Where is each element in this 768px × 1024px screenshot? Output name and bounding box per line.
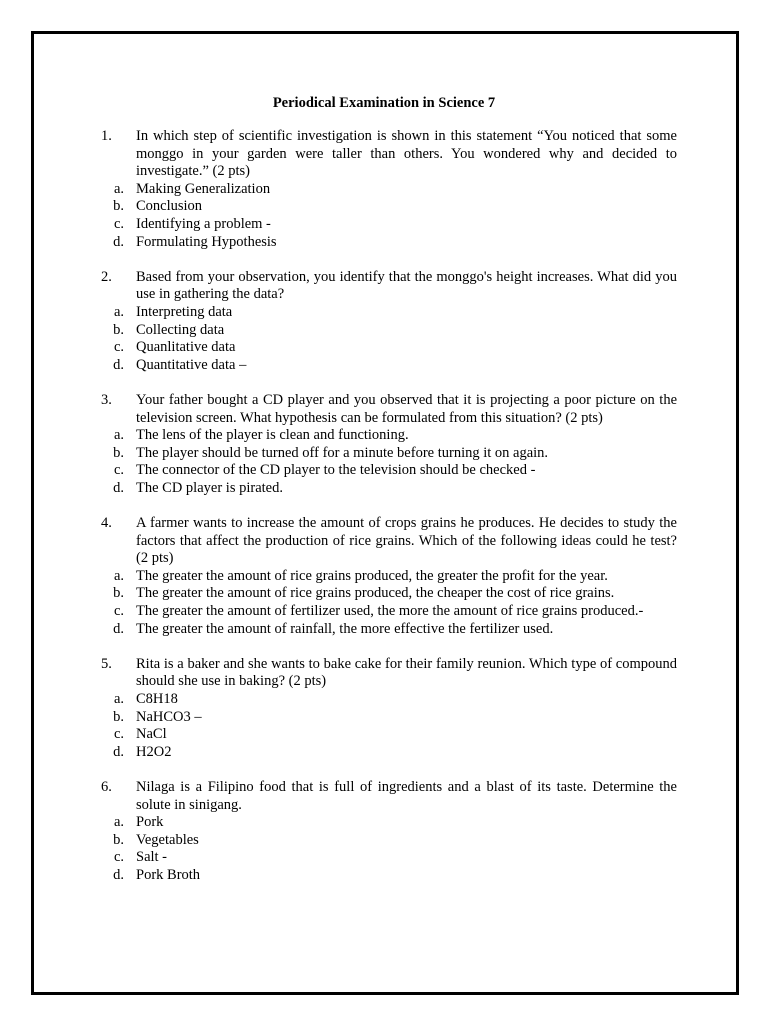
option-letter: a. bbox=[113, 691, 124, 707]
option-letter: b. bbox=[113, 198, 124, 215]
option-text: The CD player is pirated. bbox=[136, 479, 283, 496]
question-5 bbox=[95, 656, 677, 762]
option-item bbox=[95, 849, 677, 867]
option-letter: c. bbox=[113, 339, 124, 356]
option-text: The greater the amount of rice grains produced, the greater the profit for the year. bbox=[136, 567, 608, 584]
option-item bbox=[95, 234, 677, 252]
option-text: NaCl bbox=[136, 726, 167, 743]
option-text: Vegetables bbox=[136, 831, 199, 848]
question-text: Rita is a baker and she wants to bake cake for their family reunion. Which type of compound should she use in baking? (2 pts) bbox=[136, 655, 677, 690]
question-number: 5. bbox=[101, 655, 112, 672]
option-letter: d. bbox=[113, 233, 124, 250]
option-letter: d. bbox=[113, 866, 124, 883]
option-text: Pork Broth bbox=[136, 866, 201, 883]
option-text: NaHCO3 – bbox=[136, 708, 202, 725]
question-text: A farmer wants to increase the amount of crops grains he produces. He decides to study the factors that affect the production of rice grains. Which of the following ideas could he test? (2 pts) bbox=[136, 515, 677, 567]
option-item bbox=[95, 427, 677, 445]
option-letter: a. bbox=[113, 303, 124, 320]
option-letter: b. bbox=[113, 831, 124, 848]
option-item bbox=[95, 568, 677, 586]
option-item bbox=[95, 814, 677, 832]
option-letter: a. bbox=[113, 180, 124, 197]
option-letter: b. bbox=[113, 444, 124, 461]
option-letter: c. bbox=[113, 215, 124, 232]
question-1 bbox=[95, 128, 677, 251]
option-letter: d. bbox=[113, 620, 124, 637]
option-letter: c. bbox=[113, 603, 124, 620]
option-letter: c. bbox=[113, 849, 124, 866]
option-item bbox=[95, 726, 677, 744]
question-6 bbox=[95, 779, 677, 885]
question-number: 1. bbox=[101, 128, 112, 144]
option-text: C8H18 bbox=[136, 691, 178, 707]
document-title: Periodical Examination in Science 7 bbox=[272, 95, 496, 111]
option-text: Identifying a problem - bbox=[136, 215, 271, 232]
question-3 bbox=[95, 392, 677, 498]
question-4 bbox=[95, 515, 677, 638]
option-text: The player should be turned off for a minute before turning it on again. bbox=[136, 444, 549, 461]
option-item bbox=[95, 585, 677, 603]
question-number: 3. bbox=[101, 391, 112, 408]
option-text: The connector of the CD player to the television should be checked - bbox=[136, 462, 536, 479]
question-text: In which step of scientific investigation is shown in this statement “You noticed that some monggo in your garden were taller than others. You wondered why and decided to investigate.” (2 pts) bbox=[136, 128, 677, 180]
question-number: 4. bbox=[101, 515, 112, 532]
option-letter: d. bbox=[113, 356, 124, 373]
question-number: 2. bbox=[101, 268, 112, 285]
option-letter: d. bbox=[113, 479, 124, 496]
option-text: Collecting data bbox=[136, 321, 225, 338]
option-item bbox=[95, 744, 677, 762]
option-item bbox=[95, 357, 677, 375]
option-item bbox=[95, 304, 677, 322]
option-item bbox=[95, 198, 677, 216]
option-item bbox=[95, 445, 677, 463]
option-item bbox=[95, 867, 677, 885]
question-text: Your father bought a CD player and you observed that it is projecting a poor picture on the television screen. What hypothesis can be formulated from this situation? (2 pts) bbox=[136, 391, 677, 426]
option-item bbox=[95, 603, 677, 621]
option-item bbox=[95, 480, 677, 498]
option-text: Salt - bbox=[136, 849, 168, 866]
option-text: The greater the amount of rainfall, the more effective the fertilizer used. bbox=[136, 620, 554, 637]
option-text: Pork bbox=[136, 814, 164, 831]
option-text: The lens of the player is clean and functioning. bbox=[136, 427, 409, 444]
option-text: Interpreting data bbox=[136, 303, 233, 320]
question-list bbox=[95, 128, 677, 902]
option-letter: c. bbox=[113, 726, 124, 743]
option-letter: a. bbox=[113, 567, 124, 584]
option-letter: a. bbox=[113, 814, 124, 831]
option-text: Formulating Hypothesis bbox=[136, 233, 277, 250]
option-item bbox=[95, 832, 677, 850]
option-text: Quantitative data – bbox=[136, 356, 247, 373]
option-letter: b. bbox=[113, 708, 124, 725]
option-text: The greater the amount of fertilizer used, the more the amount of rice grains produced.- bbox=[136, 603, 644, 620]
option-item bbox=[95, 621, 677, 639]
question-text: Nilaga is a Filipino food that is full of ingredients and a blast of its taste. Determine the solute in sinigang. bbox=[136, 778, 677, 813]
option-item bbox=[95, 322, 677, 340]
option-item bbox=[95, 462, 677, 480]
question-number: 6. bbox=[101, 778, 112, 795]
option-letter: c. bbox=[113, 462, 124, 479]
option-letter: a. bbox=[113, 427, 124, 444]
option-text: Making Generalization bbox=[136, 180, 271, 197]
option-text: Conclusion bbox=[136, 198, 203, 215]
option-text: H2O2 bbox=[136, 743, 172, 760]
option-item bbox=[95, 709, 677, 727]
option-item bbox=[95, 216, 677, 234]
option-item bbox=[95, 181, 677, 199]
option-letter: b. bbox=[113, 321, 124, 338]
question-2 bbox=[95, 269, 677, 375]
option-text: Quanlitative data bbox=[136, 339, 236, 356]
option-letter: d. bbox=[113, 743, 124, 760]
option-item bbox=[95, 691, 677, 709]
option-item bbox=[95, 339, 677, 357]
question-text: Based from your observation, you identify that the monggo's height increases. What did you use in gathering the data? bbox=[136, 268, 677, 303]
option-letter: b. bbox=[113, 585, 124, 602]
option-text: The greater the amount of rice grains produced, the cheaper the cost of rice grains. bbox=[136, 585, 615, 602]
